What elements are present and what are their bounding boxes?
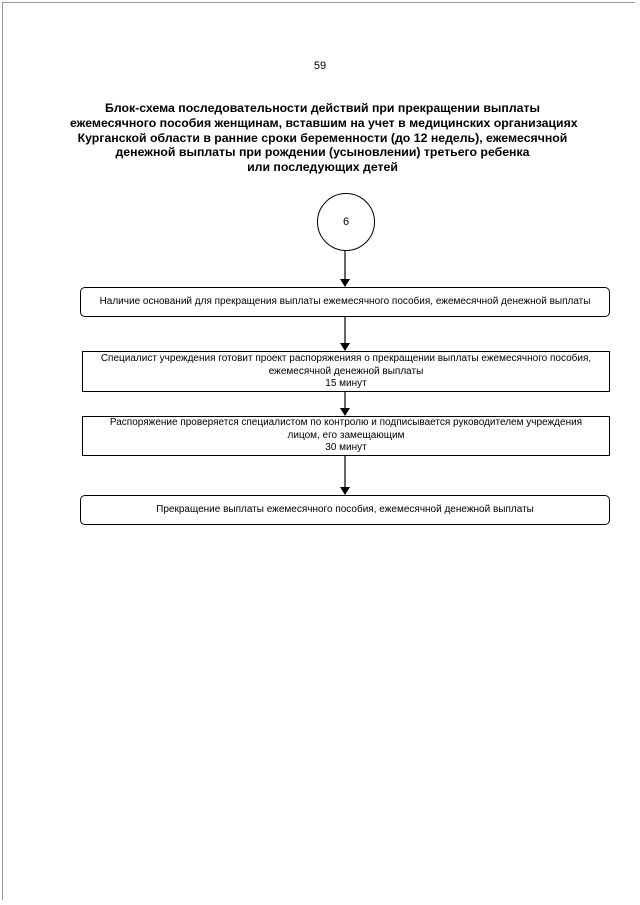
step-duration: 15 минут — [325, 378, 367, 389]
title-line: или последующих детей — [247, 160, 398, 175]
title-line: ежемесячного пособия женщинам, вставшим на учет в медицинских организациях — [70, 115, 578, 130]
step-prepare-order — [82, 351, 610, 392]
step-text: лицом, его замещающим — [287, 429, 405, 441]
page-number: 59 — [313, 60, 327, 72]
step-text: Распоряжение проверяется специалистом по контролю и подписывается руководителем учреждения — [109, 417, 583, 428]
title-line: Курганской области в ранние сроки беременности (до 12 недель), ежемесячной — [77, 130, 568, 145]
step-text: Специалист учреждения готовит проект распоряженияя о прекращении выплаты ежемесячного пособия, — [100, 353, 592, 364]
step-duration: 30 минут — [325, 442, 367, 453]
title-line: Блок-схема последовательности действий при прекращении выплаты — [104, 101, 541, 115]
step-text: Прекращение выплаты ежемесячного пособия, ежемесячной денежной выплаты — [156, 503, 534, 515]
step-grounds-for-termination — [80, 287, 610, 317]
title-line: денежной выплаты при рождении (усыновлении) третьего ребенка — [115, 145, 530, 160]
step-text: Наличие оснований для прекращения выплаты ежемесячного пособия, ежемесячной денежной выплаты — [99, 295, 591, 307]
start-connector-label: 6 — [342, 216, 350, 228]
step-text: ежемесячной денежной выплаты — [268, 365, 424, 377]
step-review-and-sign — [82, 416, 610, 456]
step-termination-of-payment — [80, 495, 610, 525]
